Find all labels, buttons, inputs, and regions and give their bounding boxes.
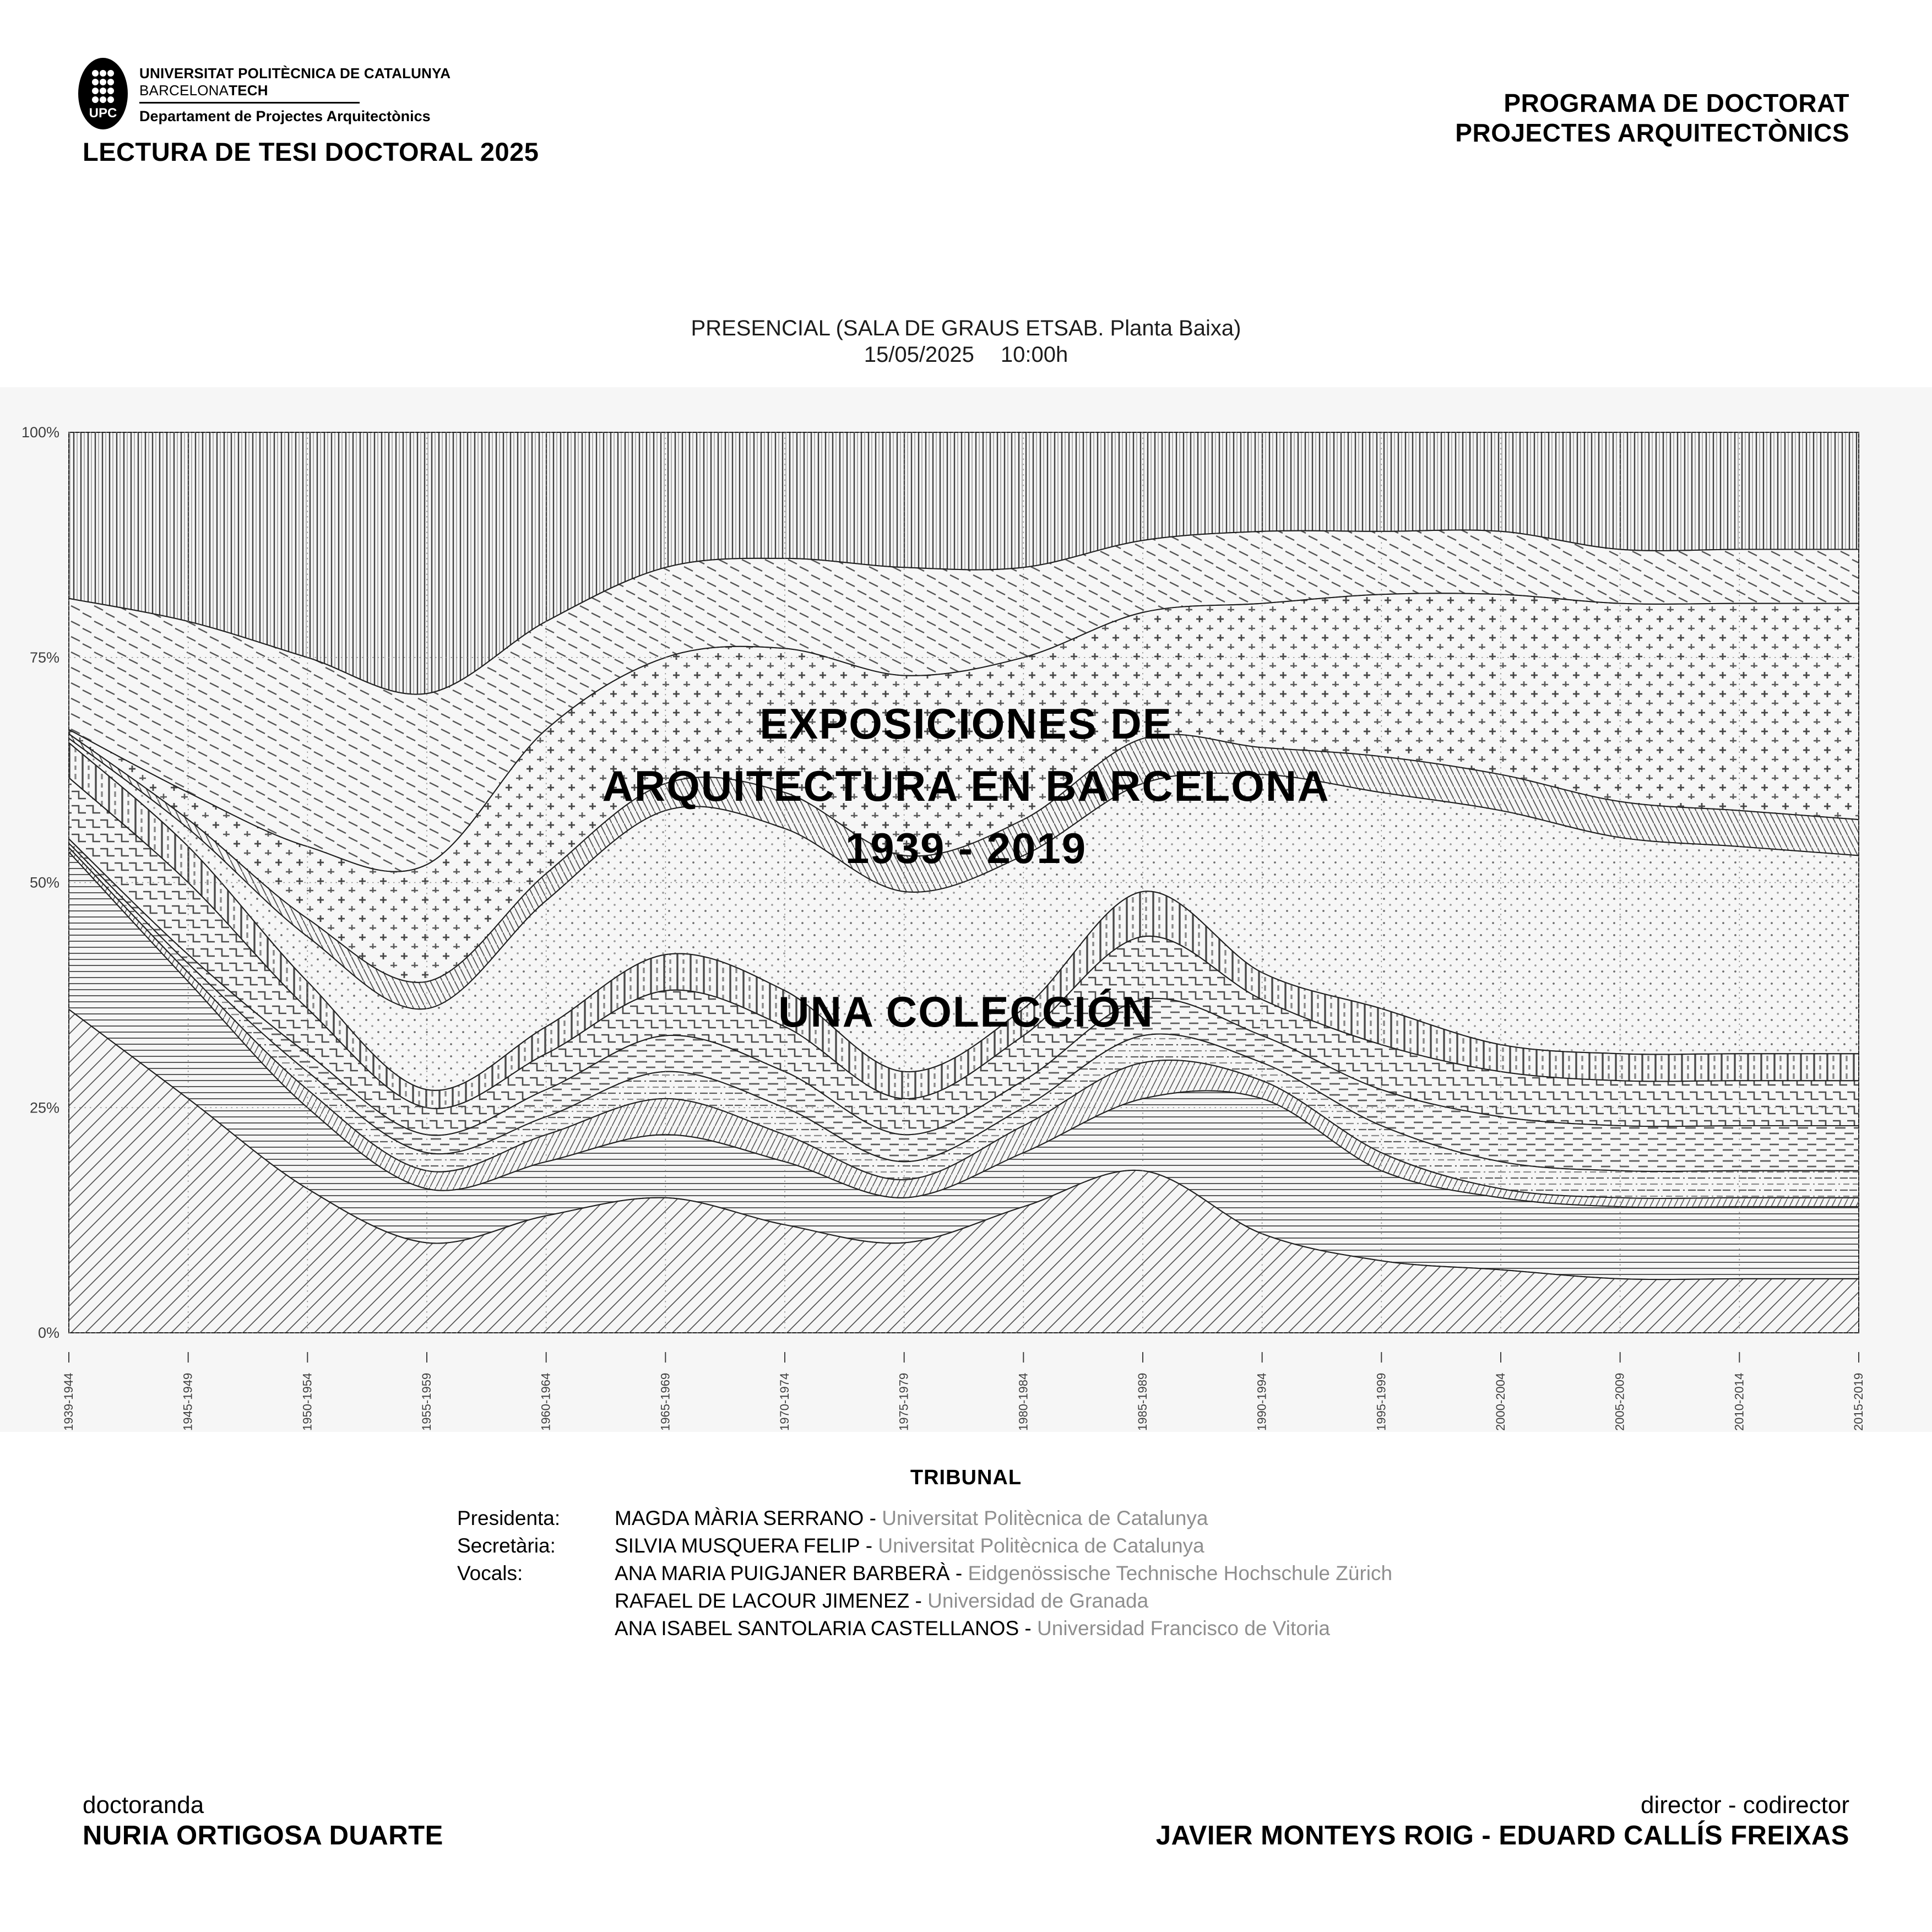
upc-logo-icon xyxy=(78,58,128,129)
x-axis-label: 2015-2019 xyxy=(1852,1372,1865,1431)
tribunal-member-name: RAFAEL DE LACOUR JIMENEZ xyxy=(615,1589,910,1612)
thesis-subtitle: UNA COLECCIÓN xyxy=(778,987,1154,1036)
streamgraph-svg xyxy=(0,387,1932,1432)
directors-names: JAVIER MONTEYS ROIG - EDUARD CALLÍS FREIXAS xyxy=(1155,1821,1849,1850)
department-name: Departament de Projectes Arquitectònics xyxy=(139,108,431,124)
session-block xyxy=(0,315,1932,368)
session-time: 10:00h xyxy=(1000,343,1068,367)
session-location: PRESENCIAL (SALA DE GRAUS ETSAB. Planta Baixa) xyxy=(691,316,1241,340)
x-axis-label: 1960-1964 xyxy=(539,1372,553,1431)
tribunal-role xyxy=(457,1615,615,1642)
y-axis-label: 100% xyxy=(21,424,59,441)
tribunal-member-name: MAGDA MÀRIA SERRANO xyxy=(615,1507,864,1529)
tribunal-member-affiliation: Eidgenössische Technische Hochschule Zürich xyxy=(968,1562,1393,1584)
tribunal-heading: TRIBUNAL xyxy=(910,1466,1022,1489)
tribunal-list xyxy=(457,1505,1392,1642)
tribunal-role xyxy=(457,1587,615,1615)
thesis-title-line3: 1939 - 2019 xyxy=(845,824,1087,872)
program-line1: PROGRAMA DE DOCTORAT xyxy=(1504,89,1849,117)
tribunal-row xyxy=(457,1587,1392,1615)
directors-label: director - codirector xyxy=(1640,1792,1849,1819)
x-axis-label: 1965-1969 xyxy=(658,1372,672,1431)
x-axis-label: 2005-2009 xyxy=(1613,1372,1627,1431)
tribunal-separator: - xyxy=(949,1562,968,1584)
y-axis-label: 75% xyxy=(29,649,59,666)
doctoranda-label: doctoranda xyxy=(83,1792,204,1819)
thesis-title xyxy=(0,693,1932,880)
tribunal-separator: - xyxy=(909,1589,928,1612)
tribunal-member-affiliation: Universitat Politècnica de Catalunya xyxy=(882,1507,1208,1529)
tribunal-row xyxy=(457,1532,1392,1560)
tribunal-member-affiliation: Universitat Politècnica de Catalunya xyxy=(878,1534,1204,1557)
tribunal-separator: - xyxy=(860,1534,878,1557)
upc-logo-acronym: UPC xyxy=(89,106,117,121)
tribunal-member-affiliation: Universidad Francisco de Vitoria xyxy=(1037,1617,1330,1640)
doctoranda-block xyxy=(83,1791,443,1852)
x-axis-label: 1970-1974 xyxy=(778,1372,791,1431)
x-axis-label: 1975-1979 xyxy=(897,1372,911,1431)
x-axis-label: 1939-1944 xyxy=(62,1372,75,1431)
tribunal-role: Presidenta: xyxy=(457,1507,561,1529)
program-line2: PROJECTES ARQUITECTÒNICS xyxy=(1455,118,1849,147)
tribunal-role: Vocals: xyxy=(457,1562,523,1584)
tribunal-row xyxy=(457,1615,1392,1642)
x-axis-label: 1985-1989 xyxy=(1136,1372,1149,1431)
session-datetime xyxy=(0,341,1932,368)
doctoranda-name: NURIA ORTIGOSA DUARTE xyxy=(83,1821,443,1850)
thesis-title-line1: EXPOSICIONES DE xyxy=(759,699,1173,748)
thesis-title-line2: ARQUITECTURA EN BARCELONA xyxy=(602,762,1330,810)
x-axis-label: 1995-1999 xyxy=(1374,1372,1388,1431)
tribunal-member-affiliation: Universidad de Granada xyxy=(927,1589,1149,1612)
x-axis-label: 1945-1949 xyxy=(181,1372,195,1431)
x-axis-label: 2010-2014 xyxy=(1732,1372,1746,1431)
tribunal-member-name: ANA ISABEL SANTOLARIA CASTELLANOS xyxy=(615,1617,1019,1640)
event-title: LECTURA DE TESI DOCTORAL 2025 xyxy=(83,137,539,166)
x-axis-label: 1980-1984 xyxy=(1016,1372,1030,1431)
logo-text-block xyxy=(139,65,451,125)
y-axis-label: 0% xyxy=(37,1325,59,1341)
x-axis-label: 1955-1959 xyxy=(420,1372,433,1431)
tribunal-separator: - xyxy=(1019,1617,1038,1640)
tribunal-role: Secretària: xyxy=(457,1534,556,1557)
session-date: 15/05/2025 xyxy=(864,343,974,367)
tribunal-row xyxy=(457,1560,1392,1587)
y-axis-label: 25% xyxy=(29,1099,59,1116)
program-block xyxy=(1455,88,1849,148)
university-brand: BARCELONATECH xyxy=(139,82,268,99)
university-name: UNIVERSITAT POLITÈCNICA DE CATALUNYA xyxy=(139,65,451,82)
y-axis-label: 50% xyxy=(29,874,59,891)
directors-block xyxy=(1156,1791,1849,1852)
x-axis-label: 1950-1954 xyxy=(300,1372,314,1431)
x-axis-label: 2000-2004 xyxy=(1494,1372,1507,1431)
tribunal-member-name: SILVIA MUSQUERA FELIP xyxy=(615,1534,860,1557)
streamgraph-chart xyxy=(0,387,1932,1432)
tribunal-member-name: ANA MARIA PUIGJANER BARBERÀ xyxy=(615,1562,950,1584)
tribunal-row xyxy=(457,1505,1392,1532)
tribunal-separator: - xyxy=(864,1507,882,1529)
x-axis-label: 1990-1994 xyxy=(1255,1372,1269,1431)
logo-divider xyxy=(139,102,360,104)
